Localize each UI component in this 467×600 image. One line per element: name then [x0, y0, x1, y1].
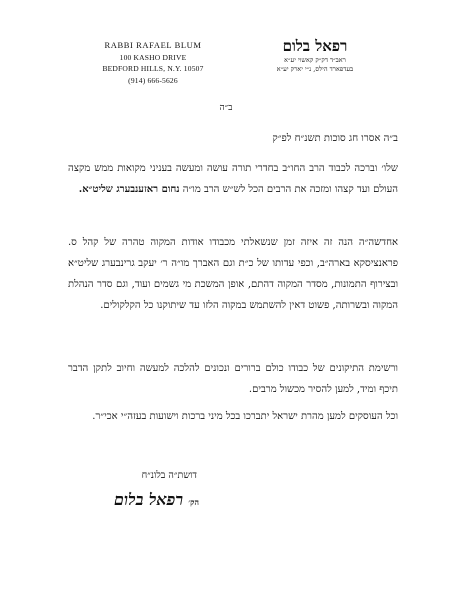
signature-name: רפאל בלום [114, 490, 184, 509]
signature-prefix: הק׳ [188, 497, 199, 507]
letterhead-location-hebrew: בעדפארד הילס, נ״י יארק יע״א [276, 65, 354, 73]
closing-location: דושת״ה בלונ״ח [141, 470, 197, 481]
letterhead-english [88, 40, 218, 86]
paragraph-greeting [68, 158, 398, 200]
paragraph-corrections: ורשימת התיקונים של כבודו כולם ברורים ונכונים להלכה למעשה וחיוב לתקן הדבר תיכף ומיד, למען להסיר מכשול מרבים. [68, 363, 398, 395]
bh-header: ב״ה [219, 103, 233, 113]
letterhead-name-hebrew: רפאל בלום [282, 37, 348, 55]
paragraph-main: אחדשה״ה הנה זה איזה זמן שנשאלתי מכבודו אודות המקוה טהרה של קהל ס. פראנציסקא בארה״ב, וכפי עדותו של כ״ת וגם האברך מו״ה ר׳ יעקב גרינבערג שליט״א ובצירוף התמונות, מסדר המקוה דהתם, אופן המשכת מי גשמים ועוד, וגם סדר הנהלת המקוה ובשרותה, פשוט דאין להשתמש במקוה הלזו עד שיתוקנו כל הקלקולים. [68, 237, 398, 311]
letterhead-name-english: RABBI RAFAEL BLUM [104, 40, 202, 50]
signature [39, 490, 199, 510]
letterhead-city: BEDFORD HILLS, N.Y. 10507 [102, 64, 204, 73]
letterhead-phone: (914) 666-5626 [128, 75, 178, 85]
letterhead-address: 100 KASHO DRIVE [119, 52, 187, 62]
letterhead-hebrew [255, 36, 375, 74]
paragraph-blessing: וכל העוסקים למען מהרת ישראל יתברכו בכל מיני ברכות וישועות בעזה״י אכי״ר. [92, 411, 398, 422]
letter-date: ב״ה אסרו חג סוכות תשנ״ח לפ״ק [272, 133, 398, 144]
recipient-name: נחום ראזענבערג שליט״א. [78, 184, 180, 195]
greeting-text: שלו׳ וברכה לכבוד הרב החו״ב בחדרי תורה עושה ומעשה בעניני מקואות ממש מקצה העולם ועד קצהו ומזכה את הרבים הכל לש״ש הרב מו״ה [68, 163, 398, 195]
letterhead-title-hebrew: ראב״ד דק״ק קאשוי יע״א [284, 56, 346, 64]
